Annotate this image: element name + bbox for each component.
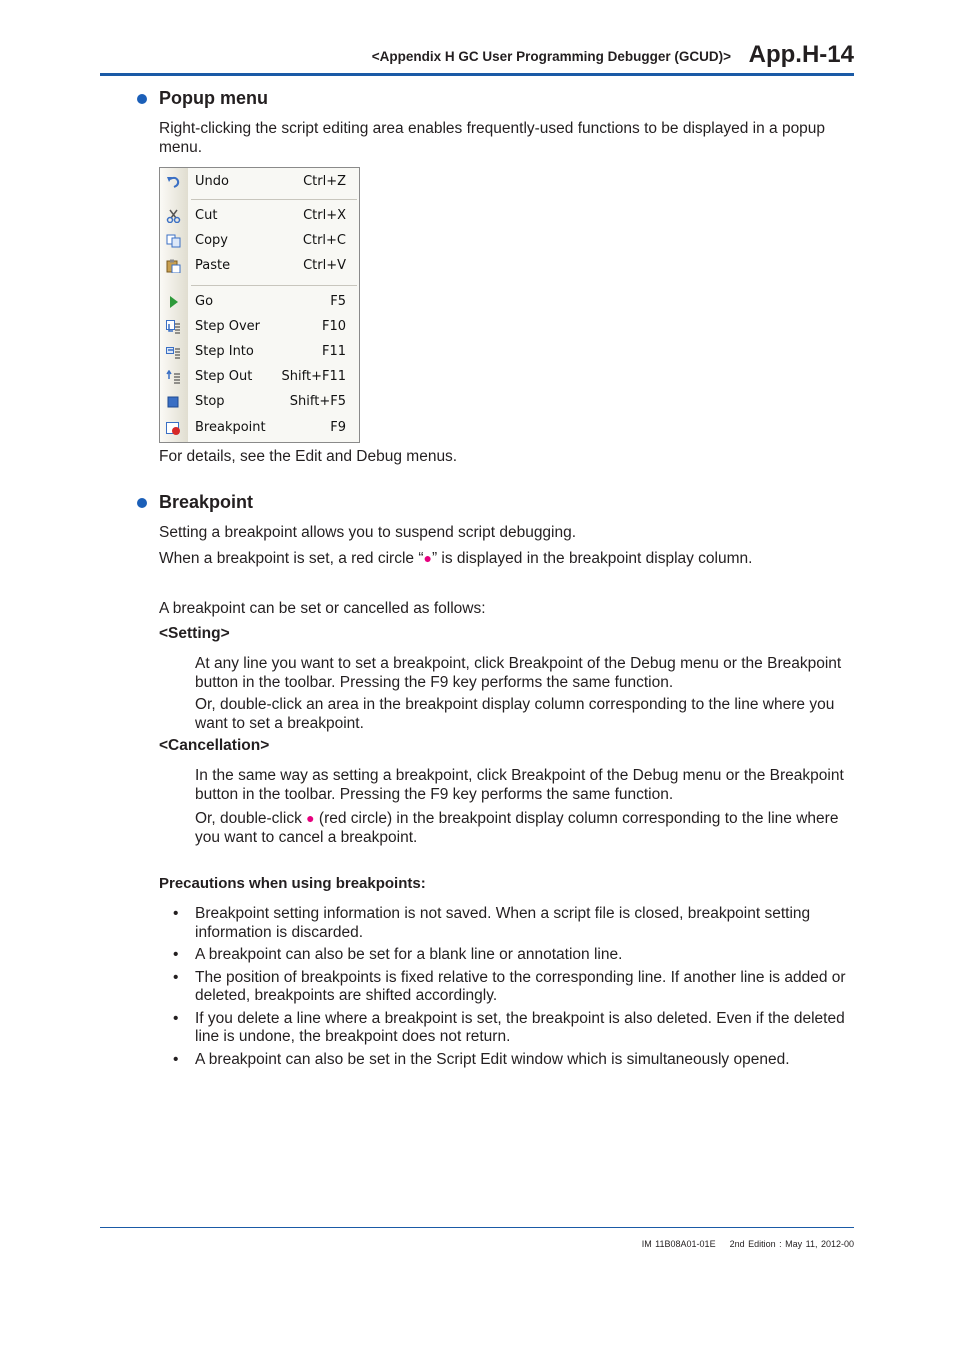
setting-para-1: At any line you want to set a breakpoint, click Breakpoint of the Debug menu or the Breakpoint button in the toolbar. Pressing the F9 key performs the same function. bbox=[195, 655, 842, 691]
precautions-list bbox=[159, 905, 859, 1073]
cancellation-para-2: Or, double-click ● (red circle) in the breakpoint display column corresponding to the line where you want to cancel a breakpoint. bbox=[195, 810, 839, 846]
popup-details-note: For details, see the Edit and Debug menus. bbox=[159, 448, 458, 465]
menu-item-undo[interactable]: Undo Ctrl+Z bbox=[160, 170, 359, 194]
play-icon bbox=[166, 295, 181, 309]
breakpoint-para-1: Setting a breakpoint allows you to suspend script debugging. bbox=[159, 524, 577, 541]
popup-intro: Right-clicking the script editing area enables frequently-used functions to be displayed in a popup menu. bbox=[159, 120, 826, 156]
list-item: • A breakpoint can also be set in the Script Edit window which is simultaneously opened. bbox=[173, 1050, 790, 1068]
menu-item-stop[interactable]: Stop Shift+F5 bbox=[160, 390, 359, 414]
footer-rule bbox=[100, 1227, 854, 1228]
menu-item-cut[interactable]: Cut Ctrl+X bbox=[160, 204, 359, 228]
cancellation-heading: <Cancellation> bbox=[159, 737, 270, 754]
breakpoint-para-2: When a breakpoint is set, a red circle “●” is displayed in the breakpoint display column. bbox=[159, 550, 753, 567]
undo-icon bbox=[166, 175, 181, 189]
cancellation-para-1: In the same way as setting a breakpoint, click Breakpoint of the Debug menu or the Breakpoint button in the toolbar. Pressing the F9 key performs the same function. bbox=[195, 767, 844, 803]
breakpoint-heading bbox=[137, 492, 253, 513]
list-item: • A breakpoint can also be set for a blank line or annotation line. bbox=[173, 946, 623, 963]
list-item: • Breakpoint setting information is not saved. When a script file is closed, breakpoint setting information is discarded. bbox=[173, 905, 811, 941]
stop-icon bbox=[166, 395, 181, 409]
menu-separator bbox=[191, 285, 357, 286]
setting-para-2: Or, double-click an area in the breakpoint display column corresponding to the line where you want to set a breakpoint. bbox=[195, 696, 835, 732]
section-bullet-icon bbox=[137, 94, 147, 104]
header-rule bbox=[100, 73, 854, 76]
menu-item-step-over[interactable]: Step Over F10 bbox=[160, 315, 359, 339]
popup-menu bbox=[159, 167, 360, 443]
precautions-heading: Precautions when using breakpoints: bbox=[159, 875, 426, 892]
step-into-icon bbox=[166, 345, 181, 359]
menu-item-breakpoint[interactable]: Breakpoint F9 bbox=[160, 416, 359, 440]
document-id: IM 11B08A01-01E bbox=[641, 1239, 716, 1249]
popup-menu-heading bbox=[137, 88, 268, 109]
edition-info: 2nd Edition : May 11, 2012-00 bbox=[729, 1239, 854, 1249]
list-item: • If you delete a line where a breakpoint is set, the breakpoint is also deleted. Even if the deleted line is undone, the breakpoint does not return. bbox=[173, 1009, 845, 1045]
running-header: <Appendix H GC User Programming Debugger (GCUD)> bbox=[371, 49, 731, 64]
menu-item-paste[interactable]: Paste Ctrl+V bbox=[160, 254, 359, 278]
popup-menu-heading-text: Popup menu bbox=[159, 88, 268, 108]
menu-item-step-into[interactable]: Step Into F11 bbox=[160, 340, 359, 364]
setting-heading: <Setting> bbox=[159, 625, 230, 642]
paste-icon bbox=[166, 259, 181, 273]
step-out-icon bbox=[166, 370, 181, 384]
footer bbox=[642, 1239, 854, 1249]
copy-icon bbox=[166, 234, 181, 248]
breakpoint-icon bbox=[166, 421, 181, 435]
breakpoint-heading-text: Breakpoint bbox=[159, 492, 254, 512]
menu-separator bbox=[191, 199, 357, 200]
page-number: App.H-14 bbox=[748, 41, 854, 68]
scissors-icon bbox=[166, 209, 181, 223]
red-circle-icon: ● bbox=[423, 550, 432, 566]
menu-item-step-out[interactable]: Step Out Shift+F11 bbox=[160, 365, 359, 389]
step-over-icon bbox=[166, 320, 181, 334]
section-bullet-icon bbox=[137, 498, 147, 508]
list-item: • The position of breakpoints is fixed relative to the corresponding line. If another line is added or deleted, breakpoints are shifted accordingly. bbox=[173, 968, 846, 1004]
menu-item-go[interactable]: Go F5 bbox=[160, 290, 359, 314]
red-circle-icon: ● bbox=[306, 810, 315, 826]
breakpoint-para-3: A breakpoint can be set or cancelled as follows: bbox=[159, 600, 486, 617]
menu-item-copy[interactable]: Copy Ctrl+C bbox=[160, 229, 359, 253]
